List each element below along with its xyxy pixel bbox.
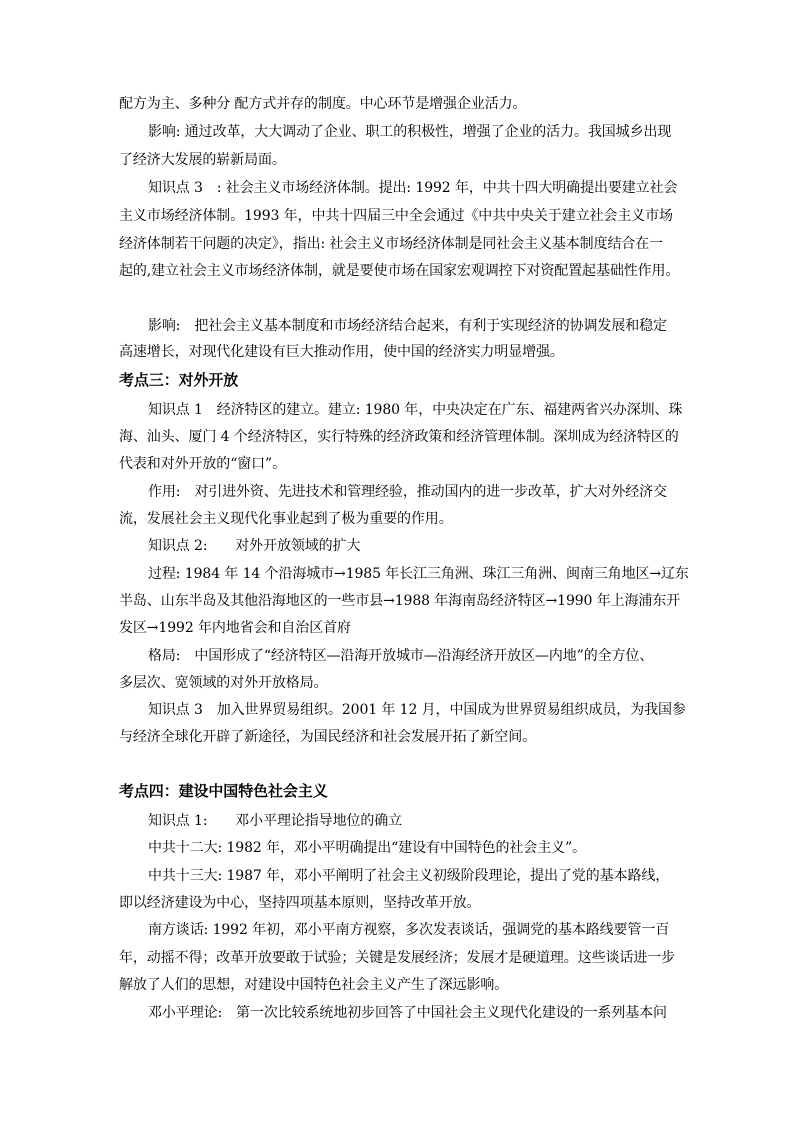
paragraph-line: 影响: 把社会主义基本制度和市场经济结合起来，有利于实现经济的协调发展和稳定	[148, 318, 667, 334]
paragraph-line: 邓小平理论: 第一次比较系统地初步回答了中国社会主义现代化建设的一系列基本问	[148, 1005, 667, 1021]
paragraph-line: 起的,建立社会主义市场经济体制，就是要使市场在国家宏观调控下对资配置起基础性作用。	[119, 263, 680, 279]
paragraph-line: 主义市场经济体制。1993 年，中共十四届三中全会通过《中共中央关于建立社会主义市场	[119, 208, 673, 224]
paragraph-line: 多层次、宽领域的对外开放格局。	[119, 675, 328, 691]
paragraph-line: 知识点 3 加入世界贸易组织。2001 年 12 月，中国成为世界贸易组织成员，为我国参	[148, 702, 686, 718]
paragraph-line: 知识点 3 : 社会主义市场经济体制。提出: 1992 年，中共十四大明确提出要建立社会	[148, 180, 678, 196]
paragraph-line: 影响: 通过改革，大大调动了企业、职工的积极性，增强了企业的活力。我国城乡出现	[148, 124, 672, 140]
paragraph-line: 年，动摇不得；改革开放要敢于试验；关键是发展经济；发展才是硬道理。这些谈话进一步	[119, 950, 675, 966]
paragraph-line: 知识点 1 经济特区的建立。建立: 1980 年，中央决定在广东、福建两省兴办深圳、珠	[148, 402, 683, 418]
paragraph-line: 了经济大发展的崭新局面。	[119, 152, 286, 168]
paragraph-line: 海、汕头、厦门 4 个经济特区，实行特殊的经济政策和经济管理体制。深圳成为经济特区的	[119, 429, 679, 445]
paragraph-line: 发区→1992 年内地省会和自治区首府	[119, 620, 351, 636]
paragraph-line: 格局: 中国形成了“经济特区—沿海开放城市—沿海经济开放区—内地”的全方位、	[148, 648, 654, 664]
section-heading: 考点三：对外开放	[119, 371, 239, 389]
paragraph-line: 代表和对外开放的“窗口”。	[119, 456, 287, 472]
paragraph-line: 解放了人们的思想，对建设中国特色社会主义产生了深远影响。	[119, 977, 509, 993]
paragraph-line: 中共十三大: 1987 年，邓小平阐明了社会主义初级阶段理论，提出了党的基本路线，	[148, 868, 670, 884]
paragraph-line: 流，发展社会主义现代化事业起到了极为重要的作用。	[119, 511, 453, 527]
paragraph-line: 中共十二大: 1982 年，邓小平明确提出“建设有中国特色的社会主义”。	[148, 840, 586, 856]
paragraph-line: 南方谈话: 1992 年初，邓小平南方视察，多次发表谈话，强调党的基本路线要管一百	[148, 922, 670, 938]
paragraph-line: 知识点 2: 对外开放领域的扩大	[148, 538, 361, 554]
paragraph-line: 经济体制若干问题的决定》，指出: 社会主义市场经济体制是同社会主义基本制度结合在一	[119, 236, 664, 252]
paragraph-line: 高速增长，对现代化建设有巨大推动作用，使中国的经济实力明显增强。	[119, 344, 564, 360]
paragraph-line: 即以经济建设为中心，坚持四项基本原则，坚持改革开放。	[119, 895, 481, 911]
paragraph-line: 作用: 对引进外资、先进技术和管理经验，推动国内的进一步改革，扩大对外经济交	[148, 484, 667, 500]
paragraph-line: 知识点 1: 邓小平理论指导地位的确立	[148, 813, 403, 829]
section-heading: 考点四：建设中国特色社会主义	[119, 782, 328, 800]
paragraph-line: 与经济全球化开辟了新途径，为国民经济和社会发展开拓了新空间。	[119, 729, 536, 745]
paragraph-line: 半岛、山东半岛及其他沿海地区的一些市县→1988 年海南岛经济特区→1990 年上海浦东开	[119, 593, 681, 609]
paragraph-line: 过程: 1984 年 14 个沿海城市→1985 年长江三角洲、珠江三角洲、闽南三角地区→辽东	[148, 566, 689, 582]
paragraph-line: 配方为主、多种分 配方式并存的制度。中心环节是增强企业活力。	[119, 96, 527, 112]
